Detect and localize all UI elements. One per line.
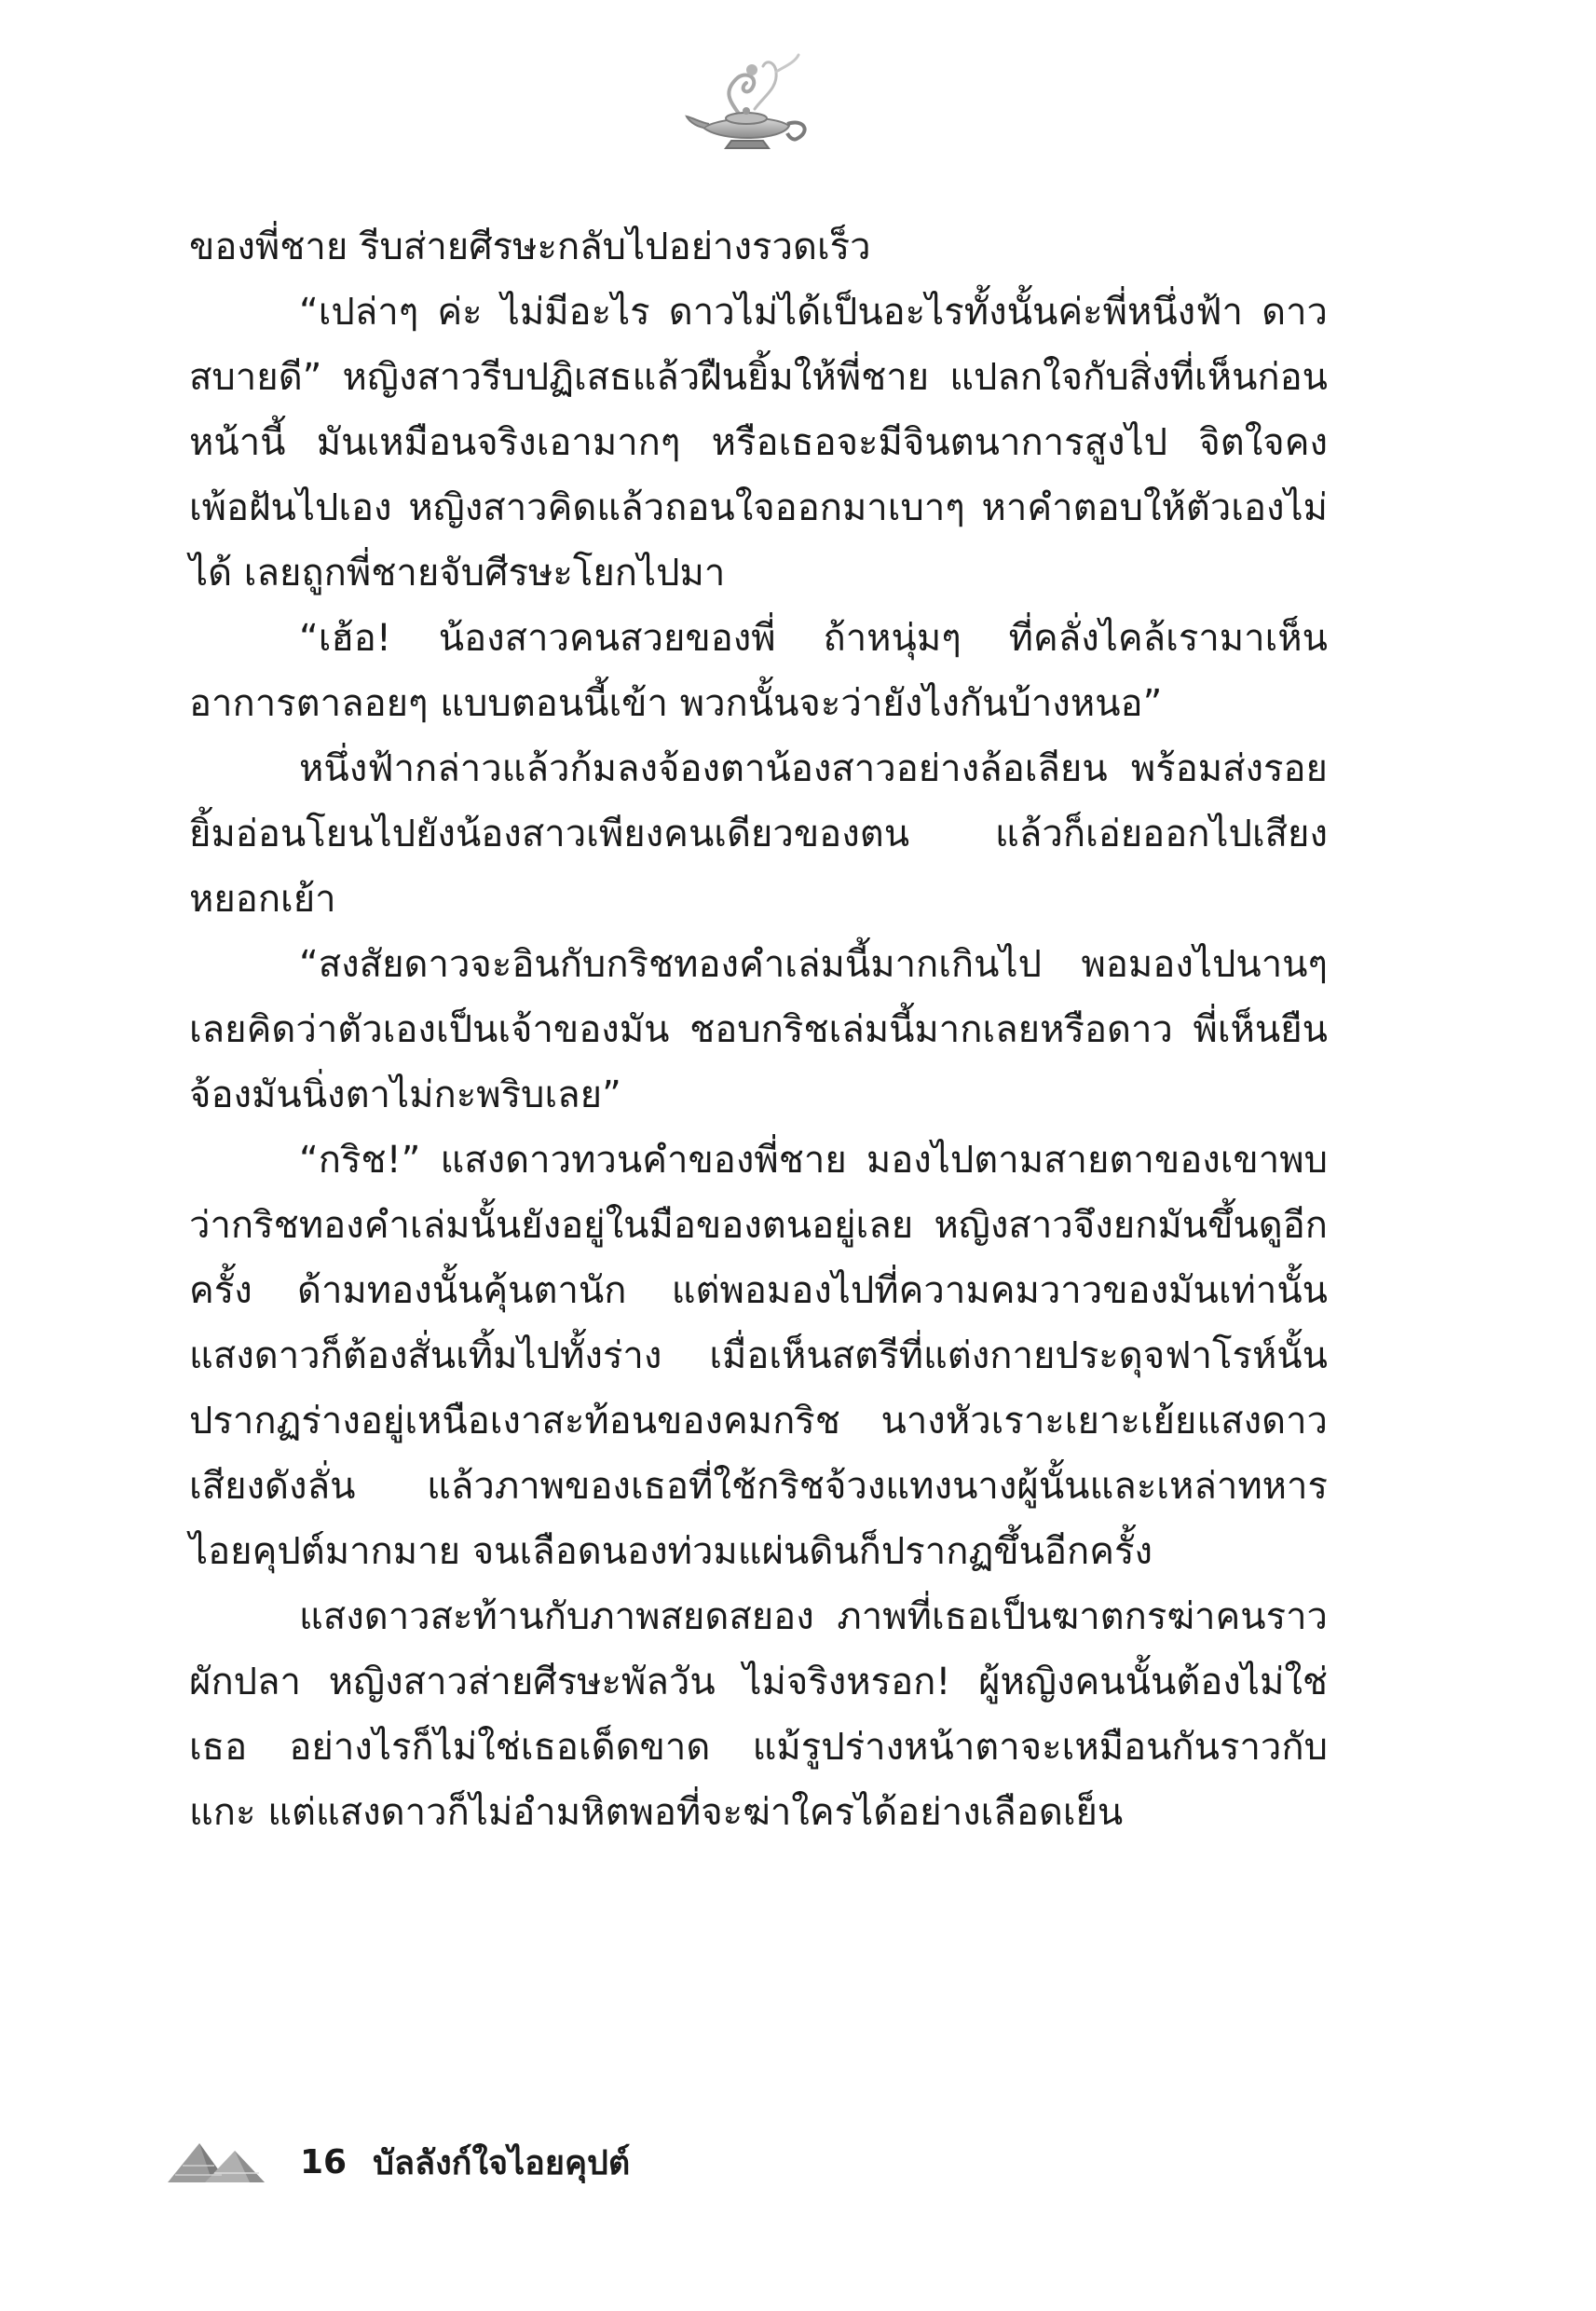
paragraph: “กริช!” แสงดาวทวนคำของพี่ชาย มองไปตามสายตาของเขาพบว่ากริชทองคำเล่มนั้นยังอยู่ในมือของตนอยู่เลย หญิงสาวจึงยกมันขึ้นดูอีกครั้ง ด้ามทองนั้นคุ้นตานัก แต่พอมองไปที่ความคมวาวของมันเท่านั้น แสงดาวก็ต้องสั่นเทิ้มไปทั้งร่าง เมื่อเห็นสตรีที่แต่งกายประดุจฟาโรห์นั้นปรากฏร่างอยู่เหนือเงาสะท้อนของคมกริช นางหัวเราะเยาะเย้ยแสงดาวเสียงดังลั่น แล้วภาพของเธอที่ใช้กริชจ้วงแทงนางผู้นั้นและเหล่าทหารไอยคุปต์มากมาย จนเลือดนองท่วมแผ่นดินก็ปรากฏขึ้นอีกครั้ง: [189, 1139, 1328, 1573]
paragraph: “สงสัยดาวจะอินกับกริชทองคำเล่มนี้มากเกินไป พอมองไปนานๆ เลยคิดว่าตัวเองเป็นเจ้าของมัน ชอบกริชเล่มนี้มากเลยหรือดาว พี่เห็นยืนจ้องมันนิ่งตาไม่กะพริบเลย”: [189, 943, 1328, 1116]
pyramid-icon: [168, 2140, 265, 2184]
paragraph: หนึ่งฟ้ากล่าวแล้วก้มลงจ้องตาน้องสาวอย่างล้อเลียน พร้อมส่งรอยยิ้มอ่อนโยนไปยังน้องสาวเพียงคนเดียวของตน แล้วก็เอ่ยออกไปเสียงหยอกเย้า: [189, 747, 1328, 921]
paragraph: ของพี่ชาย รีบส่ายศีรษะกลับไปอย่างรวดเร็ว: [189, 226, 871, 268]
paragraph: “เฮ้อ! น้องสาวคนสวยของพี่ ถ้าหนุ่มๆ ที่คลั่งไคล้เรามาเห็นอาการตาลอยๆ แบบตอนนี้เข้า พวกนั้นจะว่ายังไงกันบ้างหนอ”: [189, 617, 1328, 725]
page-footer: [168, 2134, 630, 2190]
book-title: บัลลังก์ใจไอยคุปต์: [373, 2143, 631, 2182]
body-text: [189, 214, 1328, 1845]
paragraph: “เปล่าๆ ค่ะ ไม่มีอะไร ดาวไม่ได้เป็นอะไรทั้งนั้นค่ะพี่หนึ่งฟ้า ดาวสบายดี” หญิงสาวรีบปฏิเสธแล้วฝืนยิ้มให้พี่ชาย แปลกใจกับสิ่งที่เห็นก่อนหน้านี้ มันเหมือนจริงเอามากๆ หรือเธอจะมีจินตนาการสูงไป จิตใจคงเพ้อฝันไปเอง หญิงสาวคิดแล้วถอนใจออกมาเบาๆ หาคำตอบให้ตัวเองไม่ได้ เลยถูกพี่ชายจับศีรษะโยกไปมา: [189, 291, 1328, 595]
genie-lamp-icon: [685, 51, 825, 158]
page-number: 16: [300, 2142, 348, 2181]
paragraph: แสงดาวสะท้านกับภาพสยดสยอง ภาพที่เธอเป็นฆาตกรฆ่าคนราวผักปลา หญิงสาวส่ายศีรษะพัลวัน ไม่จริงหรอก! ผู้หญิงคนนั้นต้องไม่ใช่เธอ อย่างไรก็ไม่ใช่เธอเด็ดขาด แม้รูปร่างหน้าตาจะเหมือนกันราวกับแกะ แต่แสงดาวก็ไม่อำมหิตพอที่จะฆ่าใครได้อย่างเลือดเย็น: [189, 1595, 1328, 1834]
